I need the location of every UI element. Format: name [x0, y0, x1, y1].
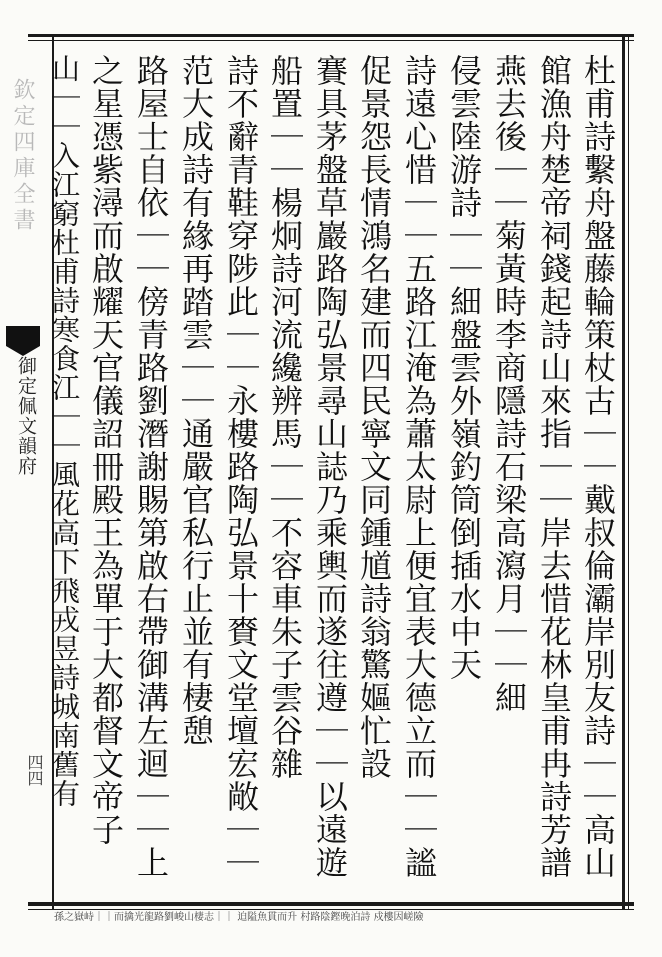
- text-column-9: [221, 54, 261, 894]
- text-column-3: [489, 54, 529, 894]
- text-column-11-rest: 青路劉潛謝賜第啟右帶御溝左迴｜｜上: [132, 318, 170, 879]
- text-column-9-rest: 樓路陶弘景十賚文堂壇宏敞｜｜: [222, 417, 260, 879]
- top-border: [28, 34, 634, 37]
- text-column-5: [399, 54, 439, 894]
- margin-book-title: 御定佩文韻府: [15, 356, 37, 476]
- text-column-8-rest: 楊炯詩河流纔辨馬｜｜不容車朱子雲谷雜: [266, 186, 304, 780]
- right-border-inner: [628, 34, 629, 910]
- text-column-5-rest: 五路江淹為蕭太尉上便宜表大德立而｜｜謐: [400, 252, 438, 879]
- text-column-6-rest: 鴻名建而四民寧文同鍾馗詩翁驚嫗忙設: [355, 219, 393, 780]
- top-border-inner: [28, 40, 634, 41]
- page-number: 四四: [25, 754, 44, 786]
- continuation-16: 戍樓因嵯險: [373, 912, 424, 923]
- right-border: [622, 34, 625, 910]
- text-column-10-rest: 通嚴官私行止並有棲憩: [177, 417, 215, 747]
- text-column-6: [354, 54, 394, 894]
- text-column-6-top: 促景怨長情: [355, 54, 393, 219]
- text-column-10: [176, 54, 216, 894]
- text-column-3-top: 燕去後｜｜菊黃時李商隱詩石梁高瀉月｜｜細: [490, 54, 528, 714]
- text-column-7-rest: 巖路陶弘景尋山誌乃乘輿而遂往遵｜｜以遠遊: [311, 219, 349, 879]
- text-column-11-top: 路屋士自依｜｜傍: [132, 54, 170, 318]
- text-column-2: 館漁舟楚帝祠錢起詩山來指｜｜岸去惜花林皇甫冉詩芳譜: [535, 54, 573, 879]
- text-column-4-top: 侵雲陸游詩｜｜細盤雲外嶺釣筒倒插水中天: [445, 54, 483, 681]
- text-column-1: 杜甫詩繫舟盤藤輪策杖古｜｜戴叔倫灞岸別友詩｜｜高山: [579, 54, 617, 879]
- text-column-7-top: 賽具茅盤草: [311, 54, 349, 219]
- text-column-12-rest: 官儀詔冊殿王為單于大都督文帝子: [87, 351, 125, 846]
- continuation-15: 村路陰鏗晚泊詩: [300, 912, 371, 923]
- text-column-12-top: 之星憑紫潯而啟耀天: [87, 54, 125, 351]
- fish-tail-mark: [6, 326, 40, 346]
- bottom-border-inner: [28, 909, 634, 910]
- text-column-8: [265, 54, 305, 894]
- text-column-13-top: 山｜｜入江窮杜甫詩寒食江｜｜風花高下飛戎昱詩城南舊有: [48, 54, 81, 808]
- continuation-notes: [54, 912, 624, 952]
- continuation-13: 孫之嶽峙｜｜而擒光龍路劉峻山棲志｜｜: [54, 912, 234, 923]
- text-column-9-top: 詩不辭青鞋穿陟此｜｜永: [222, 54, 260, 417]
- text-column-10-top: 范大成詩有緣再踏雲｜｜: [177, 54, 215, 417]
- text-column-7: [310, 54, 350, 894]
- text-column-5-top: 詩遠心惜｜｜: [400, 54, 438, 252]
- text-column-12: [86, 54, 126, 894]
- bottom-border: [28, 902, 634, 906]
- text-column-13: [48, 54, 84, 894]
- continuation-14: 迫隘魚貫而升: [237, 912, 298, 923]
- text-column-8-top: 船置｜｜: [266, 54, 304, 186]
- text-column-11: [131, 54, 171, 894]
- text-column-4: [444, 54, 484, 894]
- margin-title: 欽定四庫全書: [10, 78, 35, 234]
